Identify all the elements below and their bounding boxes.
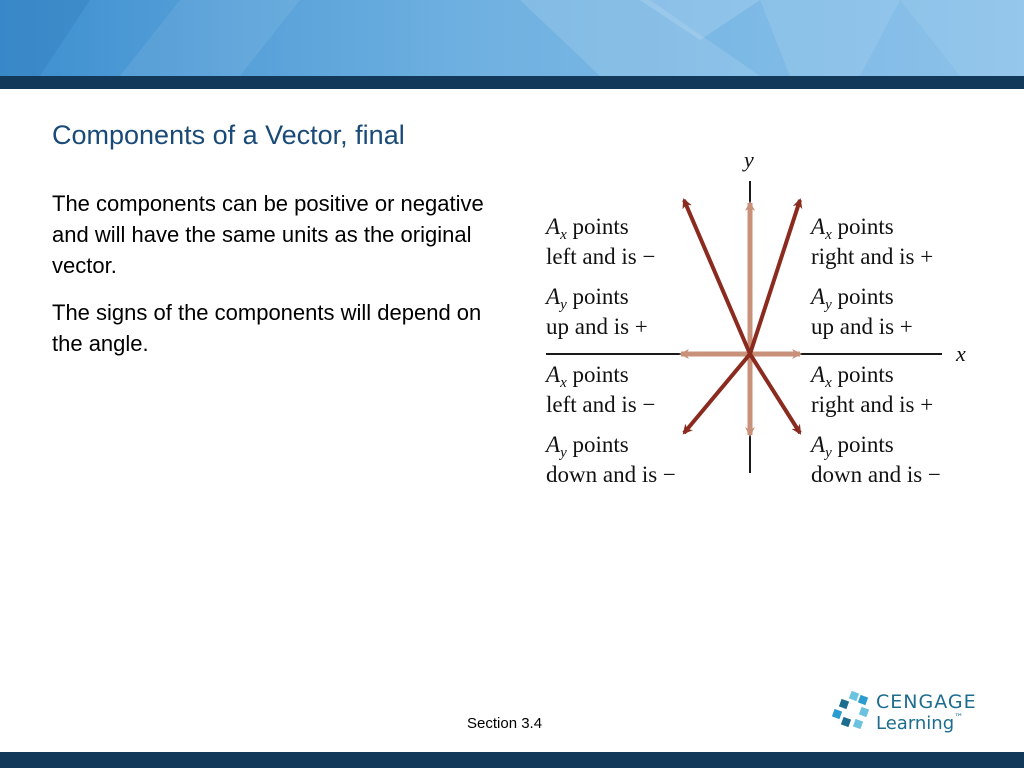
cengage-logo [832, 690, 982, 738]
vector-upper-right [750, 200, 800, 354]
vector-upper-left [684, 200, 750, 354]
quadrant-top-left-y-text: $A_y$ points [546, 284, 629, 313]
logo-word-cengage: CENGAGE [876, 691, 977, 713]
slide-title: Components of a Vector, final [52, 120, 405, 150]
quadrant-top-right-x-sign: right and is + [811, 244, 934, 269]
vector-components-figure [530, 145, 990, 495]
cengage-logo-mark-icon [832, 690, 872, 734]
quadrant-bottom-right-x-sign: right and is + [811, 392, 934, 417]
paragraph-signs: The signs of the components will depend on the angle. [52, 300, 482, 356]
y-axis-label: y [744, 147, 754, 172]
quadrant-bottom-right-x-text: $A_x$ points [811, 362, 894, 391]
quadrant-top-left-y-sign: up and is + [546, 314, 648, 339]
quadrant-bottom-right-y-sign: down and is − [811, 462, 941, 487]
quadrant-top-right-x-text: $A_x$ points [811, 214, 894, 243]
quadrant-bottom-left-y-text: $A_y$ points [546, 432, 629, 461]
logo-trademark: ™ [954, 713, 964, 723]
top-rule [0, 76, 1024, 89]
logo-word-learning: Learning™ [876, 713, 964, 734]
paragraph-units: The components can be positive or negative and will have the same units as the original vector. [52, 191, 484, 278]
vector-lower-right [750, 354, 800, 433]
top-banner [0, 0, 1024, 76]
section-footer: Section 3.4 [467, 715, 543, 732]
x-axis-label: x [956, 341, 966, 366]
bottom-rule [0, 752, 1024, 768]
vector-lower-left [684, 354, 750, 433]
quadrant-bottom-left-x-sign: left and is − [546, 392, 656, 417]
quadrant-bottom-right-y-text: $A_y$ points [811, 432, 894, 461]
quadrant-top-right-y-sign: up and is + [811, 314, 913, 339]
quadrant-bottom-left-x-text: $A_x$ points [546, 362, 629, 391]
quadrant-bottom-left-y-sign: down and is − [546, 462, 676, 487]
quadrant-top-left-x-text: $A_x$ points [546, 214, 629, 243]
quadrant-top-right-y-text: $A_y$ points [811, 284, 894, 313]
quadrant-top-left-x-sign: left and is − [546, 244, 656, 269]
banner-decoration [0, 0, 1024, 76]
